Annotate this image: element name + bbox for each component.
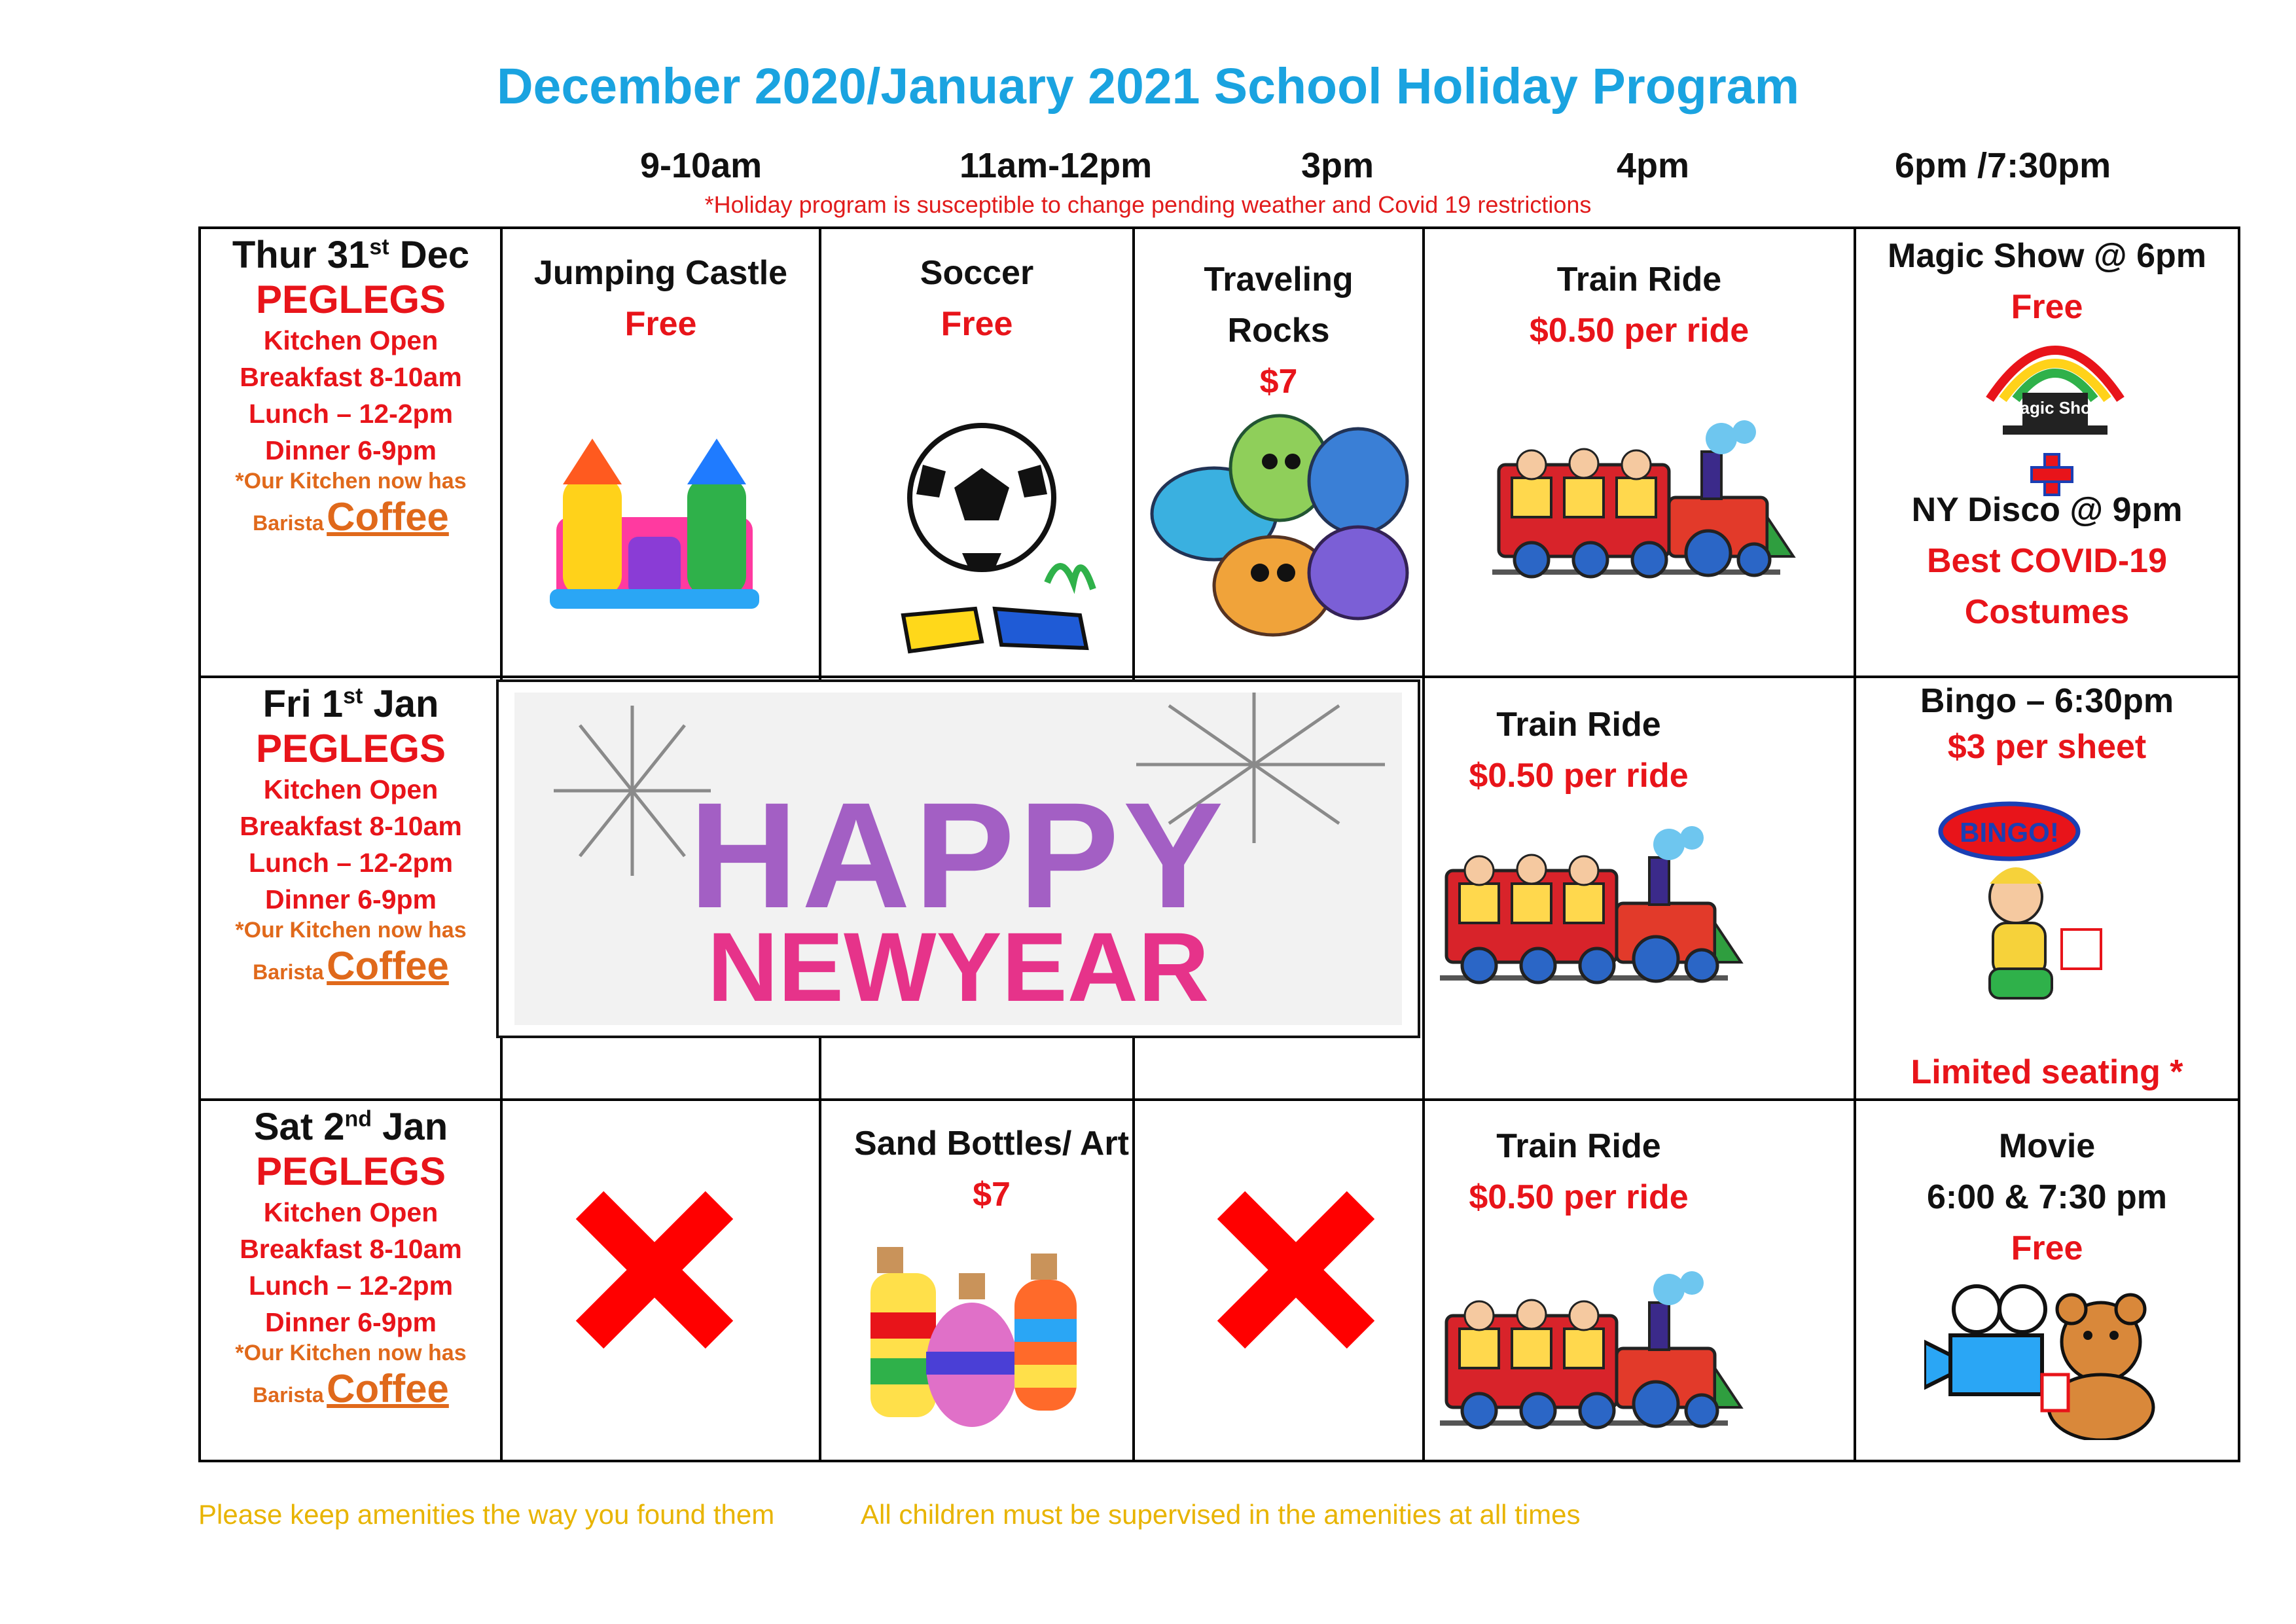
coffee-label: Coffee <box>327 495 449 539</box>
day-label: Thur 31st Dec <box>232 234 470 276</box>
kitchen-dinner: Dinner 6-9pm <box>265 435 437 465</box>
kitchen-open: Kitchen Open <box>263 325 439 355</box>
activity-price: $0.50 per ride <box>1469 1178 1689 1216</box>
painted-rocks-icon <box>1142 409 1417 645</box>
cell-train-ride-2 <box>1425 699 1732 801</box>
disco-name: NY Disco @ 9pm <box>1911 491 2183 529</box>
footer-amenities-note: Please keep amenities the way you found them <box>198 1499 775 1530</box>
limited-seating: Limited seating * <box>1910 1053 2183 1091</box>
barista-label: Barista <box>253 1383 324 1407</box>
kitchen-lunch: Lunch – 12-2pm <box>248 399 454 429</box>
barista-label: Barista <box>253 960 324 984</box>
train-icon <box>1433 825 1748 988</box>
activity-name: Sand Bottles/ Art <box>854 1125 1129 1163</box>
bingo-lady-icon <box>1931 799 2127 1008</box>
bingo-sign-text: BINGO! <box>1960 817 2059 848</box>
activity-name: Bingo – 6:30pm <box>1920 682 2174 720</box>
time-header-3pm: 3pm <box>1301 146 1374 185</box>
activity-price: $7 <box>973 1176 1011 1214</box>
kitchen-note: *Our Kitchen now has <box>235 1341 467 1365</box>
banner-new-year: NEWYEAR <box>707 912 1210 1022</box>
activity-price: $7 <box>1259 363 1298 401</box>
day-cell-thu <box>202 233 500 539</box>
movie-bear-icon <box>1924 1283 2173 1440</box>
disco-prize-line1: Best COVID-19 <box>1927 542 2167 580</box>
activity-price: $3 per sheet <box>1947 728 2147 766</box>
activity-name: Train Ride <box>1496 1127 1661 1165</box>
cell-train-ride-3 <box>1425 1121 1732 1223</box>
kitchen-lunch: Lunch – 12-2pm <box>248 1271 454 1301</box>
kitchen-open: Kitchen Open <box>263 1197 439 1227</box>
time-header-4pm: 4pm <box>1617 146 1690 185</box>
activity-price: Free <box>624 305 697 343</box>
activity-name: Soccer <box>920 254 1034 292</box>
activity-price: $0.50 per ride <box>1529 312 1749 350</box>
activity-name: Jumping Castle <box>533 254 788 292</box>
sand-bottles-icon <box>857 1240 1093 1437</box>
activity-name-2: Rocks <box>1227 312 1330 350</box>
cell-bingo <box>1856 676 2238 772</box>
cell-sand-bottles <box>821 1118 1162 1220</box>
cell-train-ride-1 <box>1425 254 1854 356</box>
venue-name: PEGLEGS <box>255 1149 446 1193</box>
activity-price: Free <box>2011 288 2083 326</box>
page-title: December 2020/January 2021 School Holiday Program <box>496 58 1800 115</box>
venue-name: PEGLEGS <box>255 278 446 321</box>
magic-show-logo-text: Magic Show <box>2005 398 2105 418</box>
kitchen-lunch: Lunch – 12-2pm <box>248 848 454 878</box>
kitchen-breakfast: Breakfast 8-10am <box>240 362 462 392</box>
kitchen-note: *Our Kitchen now has <box>235 918 467 943</box>
time-header-9-10am: 9-10am <box>640 146 762 185</box>
cancelled-x-icon <box>1204 1178 1388 1362</box>
time-header-11am-12pm: 11am-12pm <box>960 146 1153 185</box>
train-icon <box>1433 1270 1748 1434</box>
day-label: Fri 1st Jan <box>262 683 439 725</box>
cell-ny-disco <box>1856 484 2238 638</box>
cell-jumping-castle <box>503 247 819 350</box>
activity-price: Free <box>2011 1229 2083 1267</box>
day-cell-fri <box>202 682 500 988</box>
activity-name: Train Ride <box>1556 261 1722 298</box>
cell-traveling-rocks <box>1135 254 1422 407</box>
weather-note: *Holiday program is susceptible to change pending weather and Covid 19 restrictions <box>704 191 1592 218</box>
cell-soccer <box>821 247 1132 350</box>
kitchen-breakfast: Breakfast 8-10am <box>240 1234 462 1264</box>
activity-name: Magic Show @ 6pm <box>1888 237 2206 275</box>
venue-name: PEGLEGS <box>255 727 446 770</box>
day-label: Sat 2nd Jan <box>253 1106 448 1148</box>
disco-prize-line2: Costumes <box>1964 593 2130 631</box>
time-header-6pm: 6pm /7:30pm <box>1895 146 2111 185</box>
kitchen-dinner: Dinner 6-9pm <box>265 1307 437 1337</box>
train-icon <box>1486 419 1800 583</box>
activity-price: Free <box>941 305 1013 343</box>
magic-hat-icon <box>1977 327 2134 445</box>
activity-price: $0.50 per ride <box>1469 757 1689 795</box>
kitchen-open: Kitchen Open <box>263 774 439 804</box>
kitchen-dinner: Dinner 6-9pm <box>265 884 437 914</box>
kitchen-note: *Our Kitchen now has <box>235 469 467 494</box>
coffee-label: Coffee <box>327 944 449 988</box>
cancelled-x-icon <box>563 1178 746 1362</box>
footer-supervision-note: All children must be supervised in the amenities at all times <box>861 1499 1581 1530</box>
coffee-label: Coffee <box>327 1367 449 1411</box>
soccer-ball-icon <box>884 419 1100 661</box>
day-cell-sat <box>202 1105 500 1411</box>
cell-magic-show <box>1856 230 2238 333</box>
movie-times: 6:00 & 7:30 pm <box>1926 1178 2168 1216</box>
jumping-castle-icon <box>537 425 772 622</box>
activity-name: Train Ride <box>1496 706 1661 744</box>
activity-name: Movie <box>1998 1127 2096 1165</box>
barista-label: Barista <box>253 511 324 535</box>
cell-movie <box>1856 1121 2238 1274</box>
happy-new-year-banner <box>496 679 1420 1038</box>
banner-happy: HAPPY <box>689 771 1228 939</box>
activity-name: Traveling <box>1204 261 1354 298</box>
kitchen-breakfast: Breakfast 8-10am <box>240 811 462 841</box>
